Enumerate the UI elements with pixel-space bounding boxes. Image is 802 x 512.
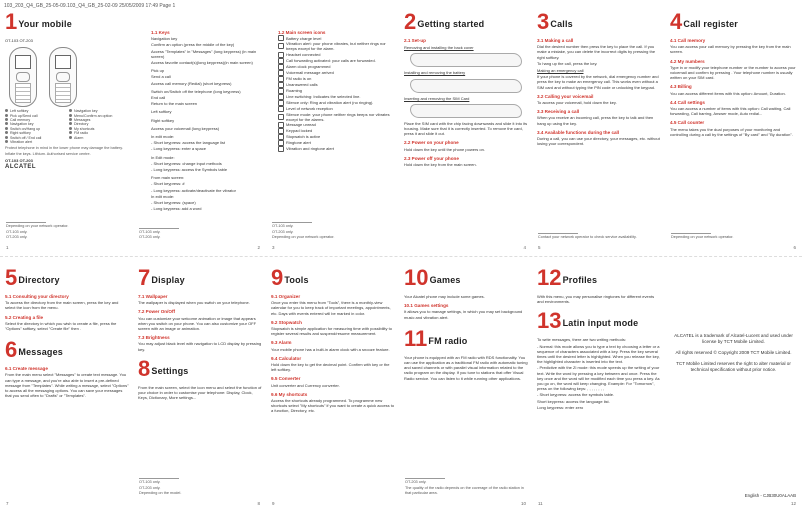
chapter-heading	[404, 267, 528, 289]
key-item: - Short keypress: (space)	[151, 200, 196, 206]
key-item: Confirm an option (press the middle of the key)	[151, 42, 235, 48]
page-number: 6	[793, 244, 796, 250]
chapter-number: 12	[537, 265, 562, 290]
footnotes	[272, 222, 393, 240]
chapter-title: Games	[429, 275, 461, 285]
icon-row: Level of network reception	[278, 106, 395, 112]
key-item: Navigation key	[151, 36, 178, 42]
disclaimer-text: TCT Mobile Limited reserves the right to alter material or technical specification without prior notice.	[676, 361, 791, 372]
icon-row: Call forwarding activated: your calls are forwarded.	[278, 58, 395, 64]
body-text: Once you enter this menu from "Tools", there is a monthly-view calendar for you to keep track of important meetings, appointments, etc. Days with events entered will be marked in color.	[271, 300, 391, 316]
key-item: Access call memory (Redial) (short keypress)	[151, 80, 232, 86]
page-6	[665, 0, 802, 256]
document-code: English - CJB30U0ALAAB	[744, 492, 796, 498]
phone-icon	[49, 47, 77, 107]
legend-item: Navigation key	[5, 122, 65, 126]
legend-item: Call memory	[5, 118, 65, 122]
page-5	[532, 0, 665, 256]
icon-row: Keypad locked	[278, 128, 395, 134]
page-number: 2	[257, 244, 260, 250]
section-heading: 2.1 Set-up	[404, 38, 426, 43]
body-text: To access the directory from the main screen, press the key and select the icon from the menu.	[5, 300, 119, 311]
section-heading: 7.2 Power On/Off	[138, 309, 176, 315]
chapter-heading	[404, 11, 528, 33]
icon-row: Voicemail message arrived	[278, 70, 395, 76]
key-item: - Long keypress: access the Symbols table	[151, 167, 228, 173]
icon-row: Vibration alert: your phone vibrates, but neither rings nor beeps except for the alarm.	[278, 41, 395, 51]
roaming-icon	[278, 88, 284, 94]
key-item: - Short keypress: change input methods	[151, 160, 222, 166]
chapter-heading	[537, 267, 661, 289]
page-number: 1	[6, 244, 9, 250]
page-number: 8	[257, 500, 260, 506]
section-heading: 4.2 My numbers	[670, 58, 705, 64]
icon-row: FM radio is on	[278, 76, 395, 82]
legend-item: FM radio	[69, 131, 129, 135]
key-item: Access your voicemail (long keypress)	[151, 125, 220, 131]
chapter-heading	[404, 325, 528, 351]
key-item: Send a call	[151, 74, 171, 80]
section-heading: 10.1 Games settings	[404, 303, 449, 309]
legend-item: Vibration alert	[5, 140, 65, 144]
key-item: End call	[151, 95, 166, 101]
chapter-heading	[5, 11, 129, 33]
chapter-title: Display	[151, 275, 185, 285]
section-heading: 1.1 Keys	[151, 30, 170, 35]
subheading: Removing and installing the back cover	[404, 45, 474, 51]
chapter-number: 9	[271, 265, 284, 290]
subheading: Making an emergency call	[537, 68, 584, 74]
key-item: - Short keypress: #	[151, 181, 185, 187]
body-text: You can customize your welcome animation or image that appears when you switch on your phone. You can also customize your OFF screen with an image or animation.	[138, 315, 257, 332]
chapter-heading	[537, 11, 661, 33]
footnote: The quality of the radio depends on the coverage of the radio station in that particular area.	[405, 485, 524, 495]
body-text: You may adjust black level with navigation to LCD display by pressing key.	[138, 341, 262, 352]
legend-item: Left softkey	[5, 109, 65, 113]
key-item: Return to the main screen	[151, 101, 198, 107]
chapter-heading	[138, 355, 262, 381]
footnotes	[139, 478, 260, 496]
icon-row: Stopwatch is active	[278, 134, 395, 140]
page-1	[0, 0, 133, 256]
legend-item: Pick up/Send call	[5, 114, 65, 118]
chapter-number: 3	[537, 9, 550, 34]
legend-item: Messages	[69, 118, 129, 122]
body-text: It allows you to manage settings, in which you may set background music and vibration alert.	[404, 309, 523, 320]
silent-mode-icon	[278, 114, 284, 120]
section-heading: 4.1 Call memory	[670, 38, 706, 43]
page-7	[0, 256, 133, 512]
body-text: To hang up the call, press the key.	[537, 60, 598, 66]
chapter-number: 6	[5, 337, 18, 363]
body-text: You can access a number of items with this option: Call waiting, Call forwarding, Call barring, Answer mode, Auto redial...	[670, 106, 791, 117]
phone-icon	[9, 47, 37, 107]
phone-illustrations	[9, 47, 129, 107]
chapter-heading	[138, 267, 262, 289]
page-8	[133, 256, 266, 512]
missed-call-icon	[278, 82, 284, 88]
chapter-title: Latin input mode	[562, 318, 639, 329]
section-heading: 5.1 Consulting your directory	[5, 294, 69, 299]
section-heading: 2.2 Power on your phone	[404, 140, 459, 146]
body-text: Your mobile phone has a built-in alarm clock with a snooze feature.	[271, 346, 390, 352]
key-item: In edit mode:	[151, 193, 175, 199]
alcatel-logo: ALCATEL	[5, 164, 37, 171]
icon-row: Roaming	[278, 88, 395, 94]
list-item: Short keypress: access the language list.	[537, 398, 610, 404]
chapter-number: 1	[5, 9, 18, 34]
footnote: OT-103 only.	[139, 480, 161, 485]
vibration-icon	[278, 43, 284, 49]
subheading: Installing and removing the battery	[404, 70, 466, 76]
legend-item: Right softkey	[5, 131, 65, 135]
footnote: OT-103 only.	[272, 224, 294, 229]
chapter-number: 7	[138, 265, 151, 290]
key-item: - Long keypress: activate/deactivate the vibrator	[151, 187, 236, 193]
legal-box	[671, 332, 796, 374]
footnotes	[538, 233, 659, 240]
page-number: 5	[538, 244, 541, 250]
key-item: In Edit mode:	[151, 154, 175, 160]
chapter-title: Settings	[151, 365, 189, 376]
footnote: OT-103 only.	[139, 229, 161, 234]
key-item: In edit mode:	[151, 134, 175, 140]
chapter-number: 5	[5, 265, 18, 290]
body-text: Hold down the key to get the decimal point. Confirm with key or the left softkey.	[271, 362, 390, 373]
battery-illustration	[410, 79, 522, 93]
voicemail-icon	[278, 70, 284, 76]
section-heading: 9.4 Calculator	[271, 355, 302, 361]
forward-icon	[278, 58, 284, 64]
list-item: - Normal: this mode allows you to type a text by choosing a letter or a sequence of characters associated with a key. Press the key several times until the desired letter is highlighted. When you release the key, the highlighted character is inserted into the text.	[537, 343, 660, 365]
section-heading: 7.3 Brightness	[138, 335, 170, 341]
body-text: From the main menu select "Messages" to create text message. You can type a message, and you're also able to insert a pre-defined message from "Templates". While writing a message, select "Options" to access all the messaging options. You can save your messages that you send often to "Drafts" or "Templates".	[5, 372, 129, 399]
key-item: Pick up	[151, 68, 165, 74]
chapter-number: 8	[138, 355, 151, 381]
page-number: 7	[6, 500, 9, 506]
section-heading: 4.5 Call counter	[670, 120, 705, 126]
key-item: - Short keypress: access the language list	[151, 140, 226, 146]
body-text: With this menu, you may personalise ringtones for different events and environments.	[537, 294, 655, 305]
section-heading: 6.1 Create message	[5, 366, 48, 372]
list-item: - Predictive with the Zi mode: this mode speeds up the writing of your text. Write the word by pressing a key between and once. Press the key once and the word will be modified each time you press a key. As you go on, the word will keep changing. Example: For "Tomorrow", press on the following keys: , , , , , , , ,	[537, 365, 660, 392]
icon-row: Line switching: Indicates the selected line.	[278, 94, 395, 100]
body-text: During a call, you can use your directory, your messages, etc. without losing your correspondent.	[537, 136, 660, 147]
key-item: From main screen:	[151, 175, 185, 181]
footnote: Depending on your network operator.	[671, 234, 734, 239]
body-text: Access the shortcuts already programmed. To programme new shortcuts select "My shortcuts" if you want to create a quick access to a function, Directory, etc.	[271, 398, 395, 414]
body-text: The menu takes you the dual purposes of your monitoring and controlling during a call by the settings of "By card" and "By duration".	[670, 126, 793, 137]
footnote: OT-103 only.	[6, 229, 28, 234]
bottom-spread	[0, 256, 802, 512]
body-text: Select the directory in which you wish to create a file, press the "Options" softkey, select "Create file" then .	[5, 320, 117, 332]
footnote: Depending on your network operator.	[6, 224, 69, 229]
body-text: Unit converter and Currency converter.	[271, 382, 340, 388]
body-text: Place the SIM card with the chip facing downwards and slide it into its housing. Make sure that it is correctly inserted. To remove the card, press it and slide it out.	[404, 120, 528, 137]
page-3	[266, 0, 399, 256]
section-heading: 5.2 Creating a file	[5, 314, 44, 320]
key-item: Access favorite contact(s)(long keypress)(in main screen)	[151, 60, 253, 66]
footnote: OT-203 only.	[272, 229, 294, 234]
page-2	[133, 0, 266, 256]
footnote: Contact your network operator to check service availability.	[538, 234, 637, 239]
headset-icon	[278, 52, 284, 58]
models-bottom: OT-103 OT-203	[5, 157, 33, 163]
body-text: Your Alcatel phone may include some games.	[404, 294, 485, 299]
footnotes	[6, 222, 127, 240]
radio-icon	[278, 76, 284, 82]
chapter-title: Call register	[683, 19, 738, 29]
footnote: OT-203 only.	[139, 234, 161, 239]
chapter-number: 11	[404, 325, 428, 351]
chapter-title: Tools	[284, 275, 309, 285]
legend-item: Directory	[69, 122, 129, 126]
page-11	[532, 256, 665, 512]
body-text: Dial the desired number then press the key to place the call. If you make a mistake, you can delete the incorrect digits by pressing the right softkey.	[537, 44, 656, 60]
chapter-title: Directory	[18, 275, 60, 285]
signal-icon	[278, 106, 284, 112]
section-heading: 9.5 Converter	[271, 376, 301, 382]
footnotes	[139, 228, 260, 240]
chapter-title: Profiles	[562, 275, 598, 285]
footnote: OT-203 only.	[6, 234, 28, 239]
page-9	[266, 256, 399, 512]
page-number: 12	[790, 500, 796, 506]
chapter-number: 10	[404, 265, 429, 290]
key-item: Access "Templates" in "Messages" (long keypress) (in main screen)	[151, 48, 257, 59]
body-text: Type in or modify your telephone number or the number to access your voicemail and confirm by pressing . Your telephone number is usually written on your SIM card.	[670, 64, 796, 81]
key-item: - Long keypress: enter a space	[151, 146, 206, 152]
footnote: OT-203 only.	[139, 485, 161, 490]
page-12	[665, 256, 802, 512]
models-label: OT-103 OT-203	[5, 38, 33, 43]
legend-item: Menu/Confirm an option	[69, 114, 129, 118]
page-number: 10	[520, 500, 526, 506]
battery-icon	[278, 35, 284, 41]
print-header: 103_203_Q4_GB_25-05-09.103_Q4_GB_25-02-09 25/05/2009 17:49 Page 1	[4, 3, 176, 9]
chapter-title: Getting started	[417, 19, 485, 29]
key-legend	[5, 109, 129, 144]
line-icon	[278, 94, 284, 100]
body-text: From the main screen, select the icon menu and select the function of your choice in order to customise your telephone: Display, Clock, Keys, Dictionary, More settings...	[138, 384, 262, 401]
back-cover-illustration	[410, 53, 522, 67]
copyright-text: All rights reserved © Copyright 2009 TCT Mobile Limited.	[675, 350, 792, 355]
section-heading: 3.1 Making a call	[537, 38, 574, 43]
chapter-number: 13	[537, 308, 562, 334]
chapter-number: 2	[404, 9, 417, 34]
chapter-heading	[271, 267, 395, 289]
sim-illustration	[410, 104, 522, 118]
chapter-number: 4	[670, 9, 683, 34]
footnote: OT-203 only.	[405, 480, 427, 485]
key-item: Left softkey	[151, 109, 172, 115]
page-number: 11	[538, 500, 543, 506]
legend-item: Navigation key	[69, 109, 129, 113]
subheading: Inserting and removing the SIM Card	[404, 95, 470, 101]
key-item: Right softkey	[151, 117, 175, 123]
body-text: Hold down the key from the main screen.	[404, 162, 477, 168]
section-heading: 7.1 Wallpaper	[138, 294, 168, 299]
section-heading: 1.2 Main screen icons	[278, 30, 326, 35]
body-text: Hold down the key until the phone powers on.	[404, 146, 485, 152]
key-item: - Long keypress: add a word	[151, 206, 202, 212]
icon-row: Battery charge level	[278, 35, 395, 41]
section-heading: 9.3 Alarm	[271, 340, 292, 346]
body-text: Your phone is equipped with an FM radio with RDS functionality. You can use the application as a traditional FM radio with automatic tuning and saved channels or with parallel visual information related to the radio program on the display. If you tune to stations that offer Visual Radio service. You can listen to it while running other applications.	[404, 354, 528, 381]
chapter-heading	[537, 310, 661, 332]
silence-icon	[278, 100, 284, 106]
alarm-icon	[278, 64, 284, 70]
key-item: Switch on/Switch off the telephone (long keypress)	[151, 88, 241, 94]
body-text: You can access different items with this option: Amount, Duration.	[670, 90, 786, 96]
footnote: Depending on the model.	[139, 490, 182, 495]
legend-item: Switch on/Hang up	[5, 127, 65, 131]
page-4	[399, 0, 532, 256]
chapter-title: Your mobile	[18, 19, 72, 29]
legend-item: My shortcuts	[69, 127, 129, 131]
chapter-heading	[5, 339, 129, 361]
legend-item: Alarm	[69, 136, 129, 140]
section-heading: 9.2 Stopwatch	[271, 319, 302, 325]
page-10	[399, 256, 532, 512]
list-item: Long keypress: enter zero	[537, 404, 584, 410]
section-heading: 3.4 Available functions during the call	[537, 129, 620, 135]
chapter-heading	[670, 11, 798, 33]
legend-item: Switch off / End call	[5, 136, 65, 140]
page-number: 9	[272, 500, 275, 506]
section-heading: 4.3 Billing	[670, 84, 692, 90]
warning-note: Protect telephone in mind in the lower phone may damage the battery. Inflate the keys. Lithium. Authorised service centre.	[5, 146, 123, 156]
section-heading: 2.3 Power off your phone	[404, 155, 459, 161]
body-text: The wallpaper is displayed when you switch on your telephone.	[138, 300, 250, 306]
body-text: When you receive an incoming call, press the key to talk and then hang up using the key.	[537, 115, 654, 126]
icon-row: Silence only: Ring and vibration alert (no ringing).	[278, 100, 395, 106]
body-text: Stopwatch is simple application for measuring time with possibility to register several results and suspend/resume measurement.	[271, 326, 392, 337]
icon-row: Unanswered calls	[278, 82, 395, 88]
body-text: You can access your call memory by pressing the key from the main screen.	[670, 44, 791, 55]
footnotes	[405, 478, 526, 496]
trademark-text: ALCATEL is a trademark of Alcatel-Lucent and used under license by TCT Mobile Limited.	[674, 333, 793, 344]
section-heading: 4.4 Call settings	[670, 99, 705, 105]
icon-row: Silence mode: your phone neither rings beeps nor vibrates except for the alarms.	[278, 112, 395, 122]
icon-row: Headset connected	[278, 52, 395, 58]
page-number: 3	[272, 244, 275, 250]
chapter-title: FM radio	[428, 335, 468, 346]
list-item: - Short keypress: access the symbols table.	[537, 392, 615, 398]
section-heading: 9.1 Organizer	[271, 294, 301, 299]
body-text: To access your voicemail, hold down the key.	[537, 100, 617, 106]
icon-row: Vibration and ringtone alert	[278, 146, 395, 152]
body-text: To write messages, there are two writing methods:	[537, 337, 626, 343]
icon-row: Alarm clock programmed	[278, 64, 395, 70]
section-heading: 3.3 Receiving a call	[537, 109, 580, 115]
chapter-title: Calls	[550, 19, 573, 29]
footnote: Depending on your network operator.	[272, 234, 335, 239]
page-number: 4	[523, 244, 526, 250]
section-heading: 9.6 My shortcuts	[271, 391, 308, 397]
icon-row: Ringtone alert	[278, 140, 395, 146]
section-heading: 3.2 Calling your voicemail	[537, 93, 594, 99]
chapter-heading	[5, 267, 129, 289]
vibrate-ring-icon	[278, 146, 284, 152]
chapter-title: Messages	[18, 347, 64, 358]
body-text: If your phone is covered by the network, dial emergency number and press the key to make an emergency call. This works even without a SIM card and without typing the PIN code or unlocking the keypad.	[537, 74, 659, 90]
footnotes	[671, 233, 796, 240]
icon-row: Message unread	[278, 122, 395, 128]
